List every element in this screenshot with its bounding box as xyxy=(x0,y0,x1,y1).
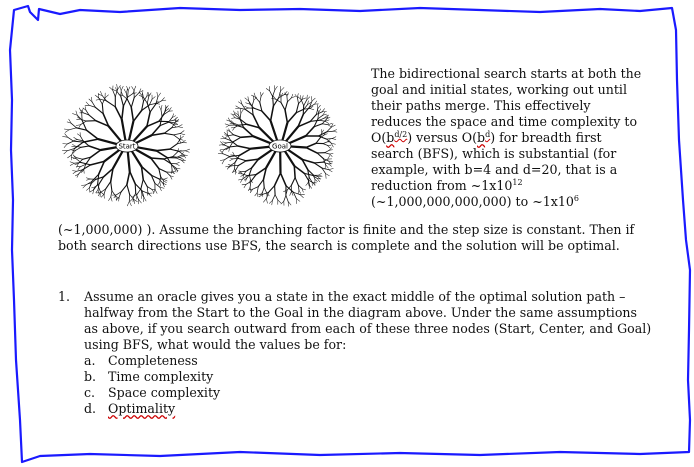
reduction-line xyxy=(371,194,671,210)
intro-line: The bidirectional search starts at both the xyxy=(371,66,642,81)
intro-paragraph xyxy=(371,66,671,210)
intro-line: reduces the space and time complexity to xyxy=(371,114,638,129)
tree-root-label: Goal xyxy=(272,142,288,151)
question-text: Assume an oracle gives you a state in the exact middle of the optimal solution path – xyxy=(84,289,626,304)
tree-root-label: Start xyxy=(118,142,136,151)
item-text: Completeness xyxy=(108,353,198,368)
text-fragment: (~1,000,000,000,000) to ~1x10 xyxy=(371,194,574,209)
goal-search-tree-diagram xyxy=(205,72,355,220)
item-text: Time complexity xyxy=(108,369,214,384)
text-fragment: ) for breadth first xyxy=(490,130,602,145)
intro-paragraph-continued xyxy=(58,222,678,254)
intro-line: their paths merge. This effectively xyxy=(371,98,591,113)
text-fragment: ) versus O( xyxy=(407,130,478,145)
item-letter: a. xyxy=(84,353,96,368)
intro-line: goal and initial states, working out until xyxy=(371,82,627,97)
question-line: using BFS, what would the values be for: xyxy=(84,337,347,352)
intro-line: example, with b=4 and d=20, that is a xyxy=(371,162,618,177)
question-line: halfway from the Start to the Goal in the diagram above. Under the same assumptions xyxy=(84,305,637,320)
question-line xyxy=(58,289,678,305)
reduction-line xyxy=(371,178,671,194)
item-letter: d. xyxy=(84,401,97,416)
var-b: b xyxy=(386,130,395,145)
list-item xyxy=(58,401,678,417)
question-line: as above, if you search outward from each of these three nodes (Start, Center, and Goal) xyxy=(84,321,652,336)
text-fragment: reduction from ~1x10 xyxy=(371,178,513,193)
list-item xyxy=(58,353,678,369)
exponent-d-half: d/2 xyxy=(394,129,408,139)
start-search-tree-diagram xyxy=(52,72,202,220)
text-fragment: O( xyxy=(371,130,387,145)
question-1 xyxy=(58,289,678,417)
exponent-d: d xyxy=(485,129,491,139)
list-item xyxy=(58,369,678,385)
intro-line: (~1,000,000) ). Assume the branching factor is finite and the step size is constant. Then if xyxy=(58,222,635,237)
question-number: 1. xyxy=(58,289,71,304)
list-item xyxy=(58,385,678,401)
item-letter: b. xyxy=(84,369,97,384)
item-text: Space complexity xyxy=(108,385,221,400)
exponent: 12 xyxy=(512,177,523,187)
complexity-line xyxy=(371,130,671,146)
exponent: 6 xyxy=(573,193,579,203)
item-letter: c. xyxy=(84,385,96,400)
var-b: b xyxy=(477,130,486,145)
intro-line: search (BFS), which is substantial (for xyxy=(371,146,617,161)
item-text: Optimality xyxy=(108,401,176,416)
intro-line: both search directions use BFS, the search is complete and the solution will be optimal. xyxy=(58,238,620,253)
